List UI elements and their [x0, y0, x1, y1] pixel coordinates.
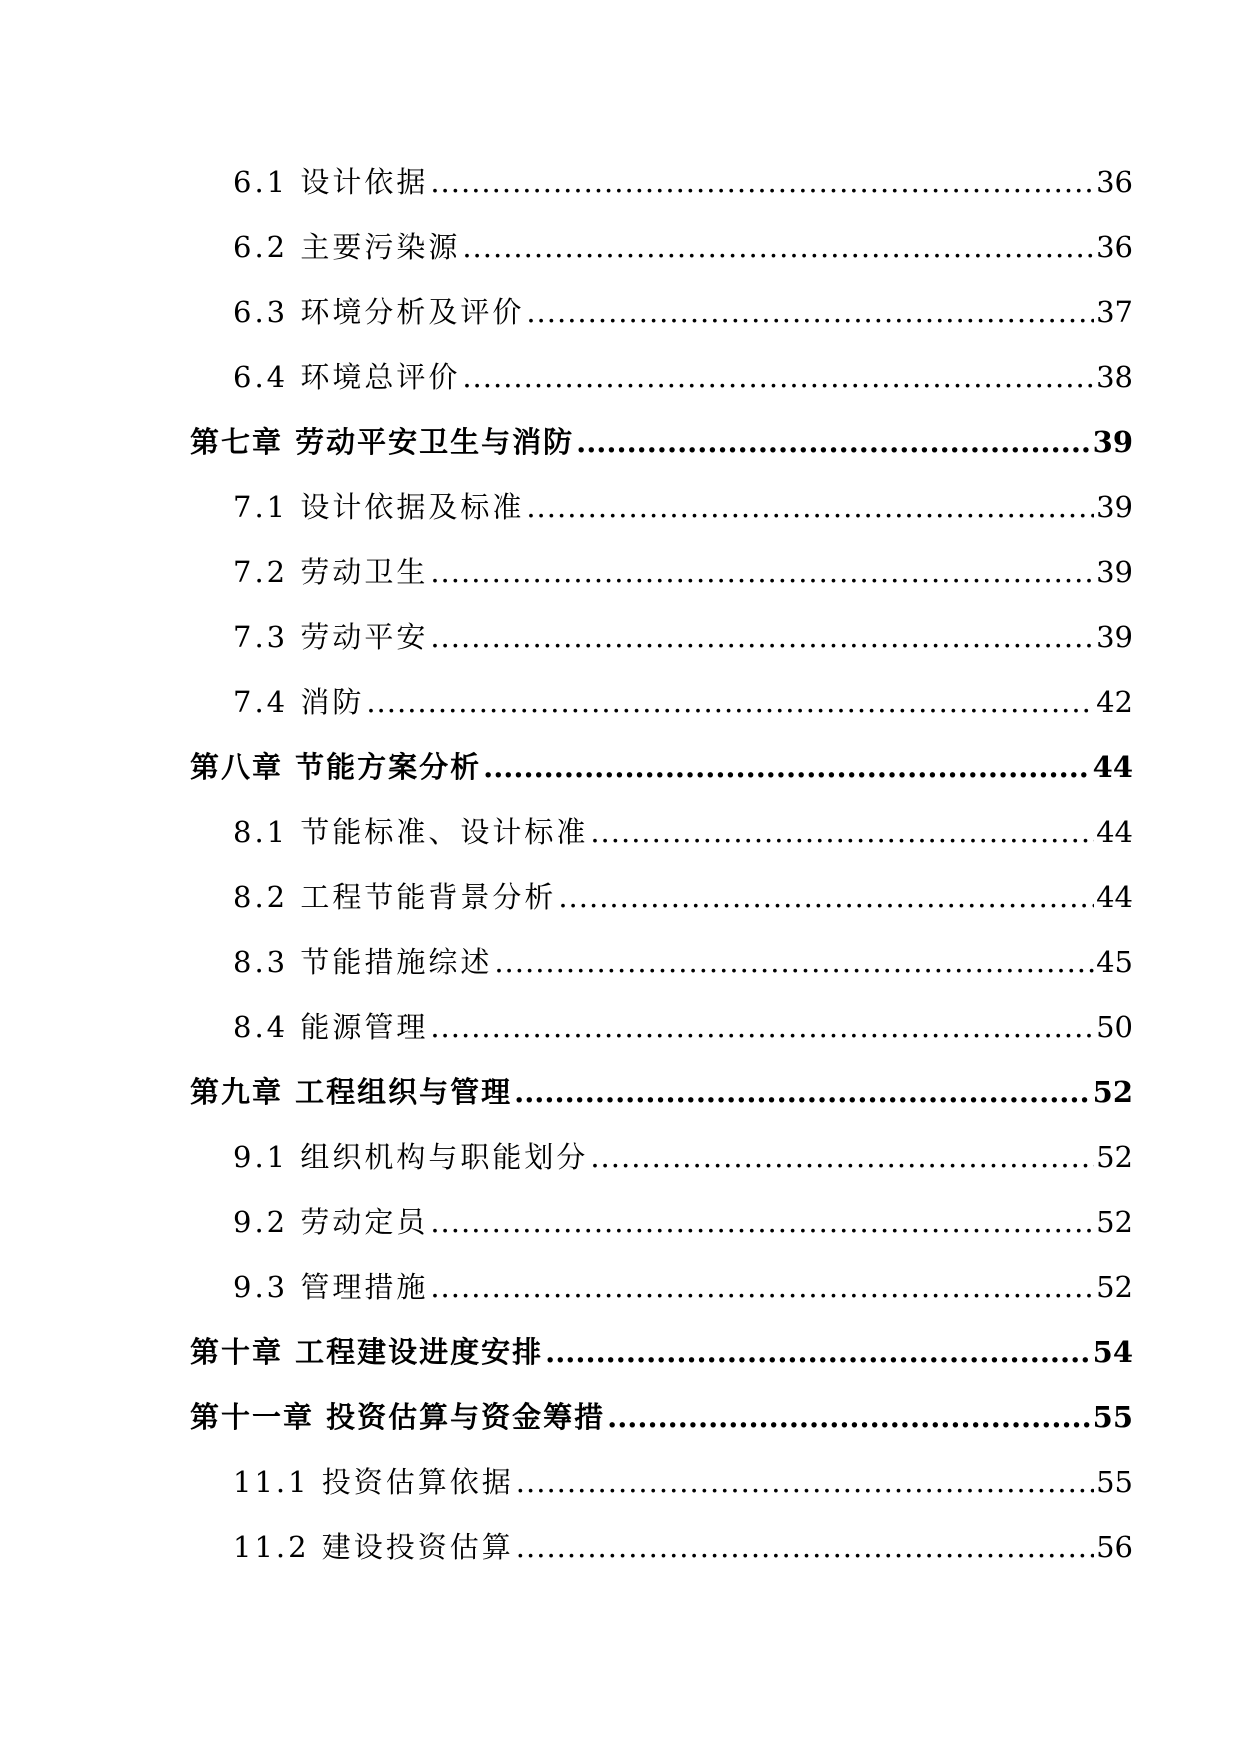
toc-chapter-page: 44 [1092, 750, 1133, 784]
toc-chapter-page: 39 [1092, 425, 1133, 459]
toc-dot-leader [514, 1075, 1091, 1109]
toc-entry-7-3[interactable] [233, 615, 1133, 659]
toc-dot-leader [430, 1270, 1094, 1304]
toc-dot-leader [430, 1205, 1094, 1239]
toc-chapter-page: 55 [1092, 1400, 1133, 1434]
toc-entry-title: 7.2 劳动卫生 [233, 555, 429, 589]
toc-entry-7-4[interactable] [233, 680, 1133, 724]
toc-entry-page: 56 [1096, 1530, 1133, 1564]
toc-dot-leader [430, 620, 1094, 654]
toc-entry-page: 39 [1096, 555, 1133, 589]
toc-dot-leader [430, 555, 1094, 589]
toc-entry-11-2[interactable] [233, 1525, 1133, 1569]
toc-dot-leader [462, 360, 1094, 394]
toc-chapter-title: 第八章 节能方案分析 [190, 750, 482, 784]
toc-entry-title: 6.1 设计依据 [233, 165, 429, 199]
toc-entry-6-3[interactable] [233, 290, 1133, 334]
toc-entry-title: 6.4 环境总评价 [233, 360, 461, 394]
toc-dot-leader [590, 1140, 1094, 1174]
toc-entry-page: 55 [1096, 1465, 1133, 1499]
toc-chapter-10[interactable] [190, 1330, 1133, 1374]
toc-dot-leader [607, 1400, 1091, 1434]
toc-dot-leader [545, 1335, 1091, 1369]
toc-entry-title: 9.1 组织机构与职能划分 [233, 1140, 589, 1174]
toc-entry-page: 36 [1096, 165, 1133, 199]
toc-entry-title: 8.4 能源管理 [233, 1010, 429, 1044]
toc-entry-6-4[interactable] [233, 355, 1133, 399]
toc-entry-title: 7.1 设计依据及标准 [233, 490, 525, 524]
toc-entry-title: 7.3 劳动平安 [233, 620, 429, 654]
toc-entry-page: 44 [1096, 880, 1133, 914]
toc-entry-title: 8.1 节能标准、设计标准 [233, 815, 589, 849]
toc-dot-leader [366, 685, 1094, 719]
toc-entry-page: 38 [1096, 360, 1133, 394]
toc-entry-9-3[interactable] [233, 1265, 1133, 1309]
toc-entry-page: 44 [1096, 815, 1133, 849]
toc-chapter-11[interactable] [190, 1395, 1133, 1439]
toc-entry-title: 8.3 节能措施综述 [233, 945, 493, 979]
toc-dot-leader [558, 880, 1094, 914]
toc-entry-8-3[interactable] [233, 940, 1133, 984]
toc-dot-leader [590, 815, 1094, 849]
toc-entry-11-1[interactable] [233, 1460, 1133, 1504]
toc-chapter-7[interactable] [190, 420, 1133, 464]
toc-entry-page: 36 [1096, 230, 1133, 264]
toc-entry-7-2[interactable] [233, 550, 1133, 594]
toc-chapter-9[interactable] [190, 1070, 1133, 1114]
toc-dot-leader [516, 1530, 1094, 1564]
toc-entry-title: 9.2 劳动定员 [233, 1205, 429, 1239]
toc-dot-leader [462, 230, 1094, 264]
toc-dot-leader [516, 1465, 1094, 1499]
toc-entry-7-1[interactable] [233, 485, 1133, 529]
toc-entry-page: 52 [1096, 1140, 1133, 1174]
toc-entry-page: 52 [1096, 1205, 1133, 1239]
toc-chapter-page: 54 [1092, 1335, 1133, 1369]
toc-entry-page: 39 [1096, 490, 1133, 524]
toc-entry-8-2[interactable] [233, 875, 1133, 919]
toc-entry-title: 7.4 消防 [233, 685, 365, 719]
toc-entry-page: 39 [1096, 620, 1133, 654]
toc-dot-leader [526, 490, 1094, 524]
toc-dot-leader [494, 945, 1094, 979]
toc-entry-8-4[interactable] [233, 1005, 1133, 1049]
toc-entry-8-1[interactable] [233, 810, 1133, 854]
toc-entry-9-2[interactable] [233, 1200, 1133, 1244]
toc-entry-6-2[interactable] [233, 225, 1133, 269]
toc-chapter-page: 52 [1092, 1075, 1133, 1109]
toc-entry-title: 8.2 工程节能背景分析 [233, 880, 557, 914]
toc-entry-page: 45 [1096, 945, 1133, 979]
toc-chapter-title: 第十章 工程建设进度安排 [190, 1335, 544, 1369]
toc-entry-6-1[interactable] [233, 160, 1133, 204]
toc-dot-leader [576, 425, 1091, 459]
toc-dot-leader [430, 165, 1094, 199]
toc-chapter-8[interactable] [190, 745, 1133, 789]
toc-chapter-title: 第七章 劳动平安卫生与消防 [190, 425, 575, 459]
toc-entry-title: 6.3 环境分析及评价 [233, 295, 525, 329]
toc-entry-title: 11.2 建设投资估算 [233, 1530, 514, 1564]
toc-chapter-title: 第九章 工程组织与管理 [190, 1075, 513, 1109]
toc-chapter-title: 第十一章 投资估算与资金筹措 [190, 1400, 606, 1434]
toc-entry-page: 52 [1096, 1270, 1133, 1304]
toc-entry-title: 6.2 主要污染源 [233, 230, 461, 264]
toc-dot-leader [526, 295, 1094, 329]
toc-entry-title: 9.3 管理措施 [233, 1270, 429, 1304]
toc-entry-page: 50 [1096, 1010, 1133, 1044]
toc-entry-page: 37 [1096, 295, 1133, 329]
toc-dot-leader [483, 750, 1091, 784]
toc-entry-title: 11.1 投资估算依据 [233, 1465, 514, 1499]
toc-entry-9-1[interactable] [233, 1135, 1133, 1179]
toc-entry-page: 42 [1096, 685, 1133, 719]
toc-dot-leader [430, 1010, 1094, 1044]
